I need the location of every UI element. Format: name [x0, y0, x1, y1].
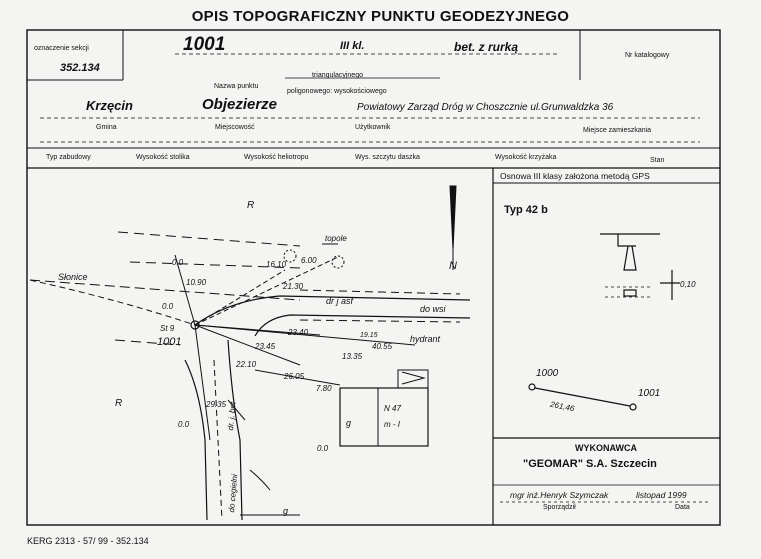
- label-do-cegielni: do cegielni: [227, 473, 240, 513]
- type-option-2: poligonowego: wysokościowego: [287, 88, 387, 95]
- label-g2: g: [283, 506, 289, 516]
- vector-distance: 261,46: [549, 399, 576, 414]
- author: mgr inż.Henryk Szymczak: [510, 490, 609, 500]
- dim-15: 29.35: [206, 400, 227, 409]
- label-n47: N 47: [384, 404, 401, 413]
- dim-16: 0.0: [317, 444, 329, 453]
- dim-3: 10.90: [186, 278, 207, 287]
- label-slonice: Słonice: [58, 272, 88, 282]
- label-m1: m - I: [384, 420, 400, 429]
- dim-10: 13.35: [342, 352, 363, 361]
- sekcja-label: oznaczenie sekcji: [34, 45, 89, 52]
- marker-type: Typ 42 b: [504, 204, 548, 216]
- dim-2: 0.0: [162, 302, 174, 311]
- prepared-by-label: Sporządził: [543, 504, 576, 511]
- label-road-bet: dr. j. bet: [226, 401, 238, 431]
- label-road-asf: dr j asf: [326, 296, 354, 306]
- vector-to: 1001: [638, 388, 661, 399]
- north-label: N: [449, 260, 457, 272]
- dim-6: 21.30: [283, 282, 304, 291]
- condition-label: Stan: [650, 157, 665, 164]
- table-height-label: Wysokość stolika: [136, 154, 190, 161]
- locality-label: Miejscowość: [215, 124, 255, 131]
- gmina-value: Krzęcin: [86, 98, 133, 113]
- build-type-label: Typ zabudowy: [46, 154, 91, 161]
- dim-4: 16.10: [266, 260, 287, 269]
- label-point: 1001: [157, 336, 182, 348]
- residence-label: Miejsce zamieszkania: [583, 127, 652, 134]
- parcel-r-top: R: [247, 200, 255, 211]
- dim-9: 40.55: [372, 342, 393, 351]
- heliotrope-height-label: Wysokość heliotropu: [244, 154, 309, 161]
- dim-8: 19.15: [360, 332, 378, 339]
- date-label: Data: [675, 504, 690, 511]
- locality-value: Objezierze: [202, 96, 278, 113]
- document-title: OPIS TOPOGRAFICZNY PUNKTU GEODEZYJNEGO: [191, 8, 570, 25]
- dim-7: 23.40: [288, 328, 309, 337]
- label-do-wsi: do wsi: [420, 304, 446, 314]
- label-hydrant: hydrant: [410, 334, 441, 344]
- catalog-number-label: Nr katalogowy: [625, 52, 670, 59]
- dim-17: 0.0: [178, 420, 190, 429]
- height-dimension: 0,10: [680, 280, 696, 289]
- dim-13: 26.05: [284, 372, 305, 381]
- date: listopad 1999: [636, 490, 687, 500]
- dim-14: 7.80: [316, 384, 332, 393]
- dim-5: 6.00: [301, 256, 317, 265]
- user-value: Powiatowy Zarząd Dróg w Choszcznie ul.Grunwaldzka 36: [357, 102, 614, 113]
- label-g1: g: [346, 418, 352, 428]
- gmina-label: Gmina: [96, 124, 117, 131]
- user-label: Użytkownik: [355, 124, 391, 131]
- contractor-label: WYKONAWCA: [575, 443, 637, 453]
- footer-reference: KERG 2313 - 57/ 99 - 352.134: [27, 536, 149, 546]
- dim-12: 22.10: [236, 360, 257, 369]
- dim-11: 23.45: [255, 342, 276, 351]
- dim-1: 0.0: [172, 258, 184, 267]
- type-option-1: triangulacyjnego: [312, 72, 363, 79]
- vector-from: 1000: [536, 368, 559, 379]
- parcel-r-bottom: R: [115, 398, 123, 409]
- osnowa-text: Osnowa III klasy założona metodą GPS: [500, 171, 650, 181]
- label-topole: topole: [325, 234, 347, 243]
- roof-height-label: Wys. szczytu daszka: [355, 154, 420, 161]
- point-number: 1001: [183, 34, 226, 55]
- point-name-label: Nazwa punktu: [214, 83, 259, 90]
- point-class: III kl.: [340, 40, 365, 52]
- cross-height-label: Wysokość krzyżaka: [495, 154, 557, 161]
- label-st9: St 9: [160, 324, 175, 333]
- contractor-firm: "GEOMAR" S.A. Szczecin: [523, 458, 657, 470]
- sekcja-value: 352.134: [60, 62, 100, 74]
- stabilization: bet. z rurką: [454, 40, 519, 54]
